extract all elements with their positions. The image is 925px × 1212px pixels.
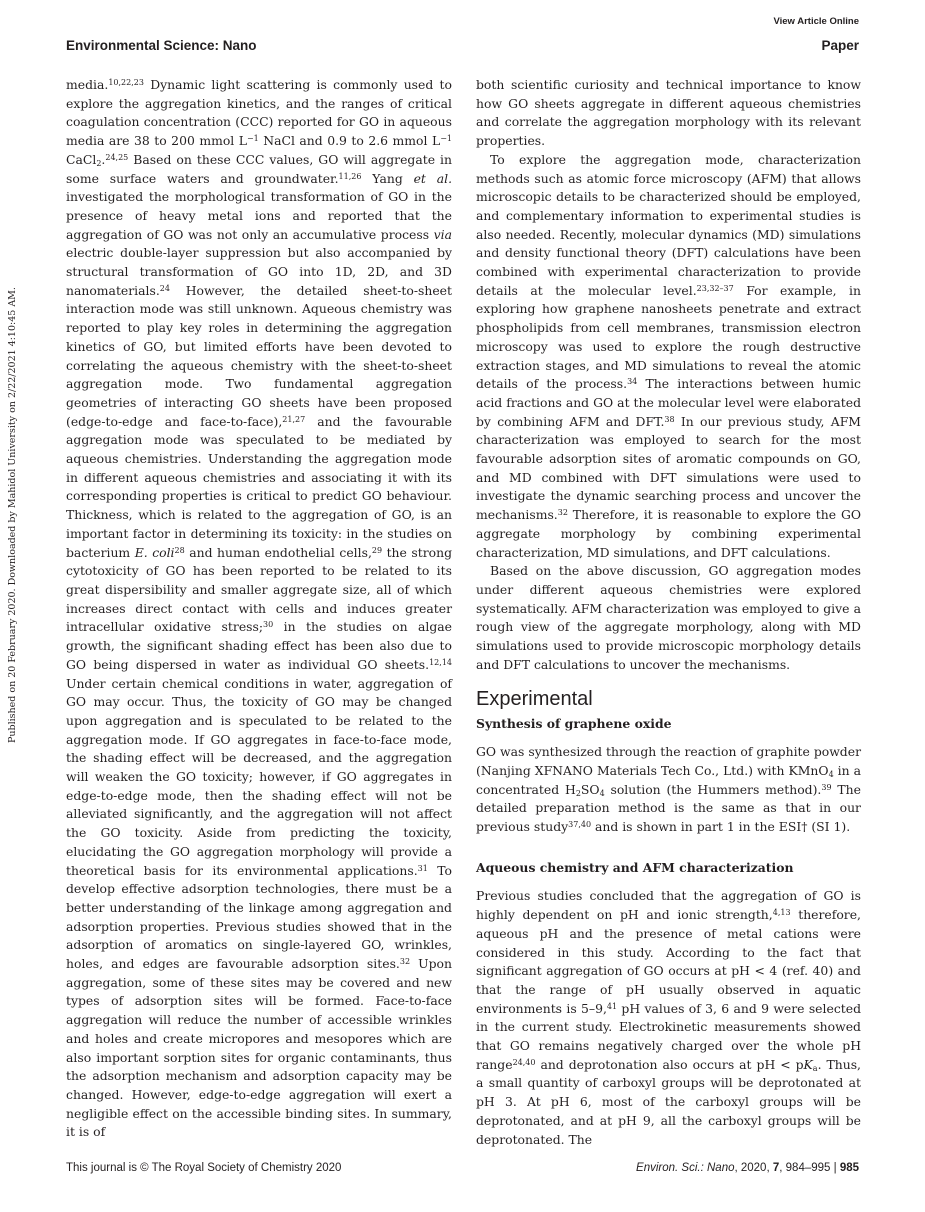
page-number: 985 <box>839 1162 859 1174</box>
body-paragraph: GO was synthesized through the reaction of graphite powder (Nanjing XFNANO Materials Tech Co., Ltd.) with KMnO$_4$ in a concentrated $H_2SO_4$ solution (the Hummers method).$^{39}$ The detailed preparation method is the same as that in our previous study$^{37,40}$ and is shown in part 1 in the ESI† (SI 1). <box>476 744 861 835</box>
subsection-heading: Synthesis of graphene oxide <box>476 715 672 731</box>
left-column <box>66 76 452 1142</box>
view-article-online-link[interactable]: View Article Online <box>773 16 859 27</box>
running-header-section: Paper <box>821 38 859 53</box>
subsection-heading: Aqueous chemistry and AFM characterization <box>476 859 794 875</box>
footer-citation: Environ. Sci.: Nano, 2020, 7, 984–995 | 985 <box>636 1162 859 1174</box>
section-heading: Experimental <box>476 687 593 710</box>
body-paragraph: Based on the above discussion, GO aggregation modes under different aqueous chemistries were explored systematically. AFM characterization was employed to give a rough view of the aggregate morphology, along with MD simulations used to provide microscopic morphology details and DFT calculations to uncover the mechanisms. <box>476 563 861 672</box>
running-header-journal: Environmental Science: Nano <box>66 38 257 53</box>
right-column <box>476 76 861 1149</box>
body-paragraph: Previous studies concluded that the aggregation of GO is highly dependent on pH and ionic strength,$^{4,13}$ therefore, aqueous pH and the presence of metal cations were considered in this study. According to the fact that significant aggregation of GO occurs at pH < 4 (ref. 40) and that the range of pH usually observed in aquatic environments is 5–9,41 pH values of 3, 6 and 9 were selected in the current study. Electrokinetic measurements showed that GO remains negatively charged over the whole pH range$^{24,40}$ and deprotonation also occurs at pH < $pK_a$. Thus, a small quantity of carboxyl groups will be deprotonated at pH 3. At pH 6, most of the carboxyl groups will be deprotonated, and at pH 9, all the carboxyl groups will be deprotonated. The <box>476 888 861 1147</box>
body-paragraph: To explore the aggregation mode, characterization methods such as atomic force microscopy (AFM) that allows microscopic details to be characterized should be employed, and complementary information to experimental studies is also needed. Recently, molecular dynamics (MD) simulations and density functional theory (DFT) calculations have been combined with experimental characterization to provide details at the molecular level.$^{23,32-37}$ For example, in exploring how graphene nanosheets penetrate and extract phospholipids from cell membranes, transmission electron microscopy was used to explore the rough destructive extraction stages, and MD simulations to reveal the atomic details of the process.$^{34}$ The interactions between humic acid fractions and GO at the molecular level were elaborated by combining AFM and DFT.$^{38}$ In our previous study, AFM characterization was employed to search for the most favourable adsorption sites of aromatic compounds on GO, and MD combined with DFT simulations were used to investigate the dynamic searching process and uncover the mechanisms.$^{32}$ Therefore, it is reasonable to explore the GO aggregate morphology by combining experimental characterization, MD simulations, and DFT calculations. <box>476 151 862 560</box>
body-paragraph: both scientific curiosity and technical importance to know how GO sheets aggregate in different aqueous chemistries and correlate the aggregation morphology with its relevant properties. <box>476 77 861 149</box>
body-paragraph: media.$^{10,22,23}$ Dynamic light scattering is commonly used to explore the aggregation kinetics, and the ranges of critical coagulation concentration (CCC) reported for GO in aqueous media are 38 to 200 mmol $L^{-1}$ NaCl and 0.9 to 2.6 mmol $L^{-1}$ CaCl$_2$.$^{24,25}$ Based on these CCC values, GO will aggregate in some surface waters and groundwater.$^{11,26}$ Yang et al. investigated the morphological transformation of GO in the presence of heavy metal ions and reported that the aggregation of GO was not only an accumulative process via electric double-layer suppression but also accompanied by structural transformation of GO into 1D, 2D, and 3D nanomaterials.$^{24}$ However, the detailed sheet-to-sheet interaction mode was still unknown. Aqueous chemistry was reported to play key roles in determining the aggregation kinetics of GO, but limited efforts have been devoted to correlating the aqueous chemistry with the sheet-to-sheet aggregation mode. Two fundamental aggregation geometries of interacting GO sheets have been proposed (edge-to-edge and face-to-face),$^{21,27}$ and the favourable aggregation mode was speculated to be mediated by aqueous chemistries. Understanding the aggregation mode in different aqueous chemistries and associating it with its corresponding properties is critical to predict GO behaviour. Thickness, which is related to the aggregation of GO, is an important factor in determining its toxicity: in the studies on bacterium E. coli$^{28}$ and human endothelial cells,$^{29}$ the strong cytotoxicity of GO has been reported to be related to its great dispersibility and smaller aggregate size, all of which increases direct contact with cells and induces greater intracellular oxidative stress;$^{30}$ in the studies on algae growth, the significant shading effect has been also due to GO being dispersed in water as individual GO sheets.$^{12,14}$ Under certain chemical conditions in water, aggregation of GO may occur. Thus, the toxicity of GO may be changed upon aggregation and is speculated to be related to the aggregation mode. If GO aggregates in face-to-face mode, the shading effect will be decreased, and the aggregation will weaken the GO toxicity; however, if GO aggregates in edge-to-edge mode, then the shading effect will not be alleviated significantly, and the aggregation will not affect the GO toxicity. Aside from predicting the toxicity, elucidating the GO aggregation morphology will provide a theoretical basis for its environmental applications.$^{31}$ To develop effective adsorption technologies, there must be a better understanding of the linkage among aggregation and adsorption properties. Previous studies showed that in the adsorption of aromatics on single-layered GO, wrinkles, holes, and edges are favourable adsorption sites.$^{32}$ Upon aggregation, some of these sites may be covered and new types of adsorption sites will be formed. Face-to-face aggregation will reduce the number of accessible wrinkles and holes and create micropores and mesopores which are also important sorption sites for organic contaminants, thus the adsorption mechanism and adsorption capacity may be changed. However, edge-to-edge aggregation will exert a negligible effect on the accessible binding sites. In summary, it is of <box>66 77 453 1140</box>
publication-side-note: Published on 20 February 2020. Downloaded by Mahidol University on 2/22/2021 4:10:45 AM. <box>7 287 18 743</box>
footer-copyright: This journal is © The Royal Society of Chemistry 2020 <box>66 1162 342 1174</box>
